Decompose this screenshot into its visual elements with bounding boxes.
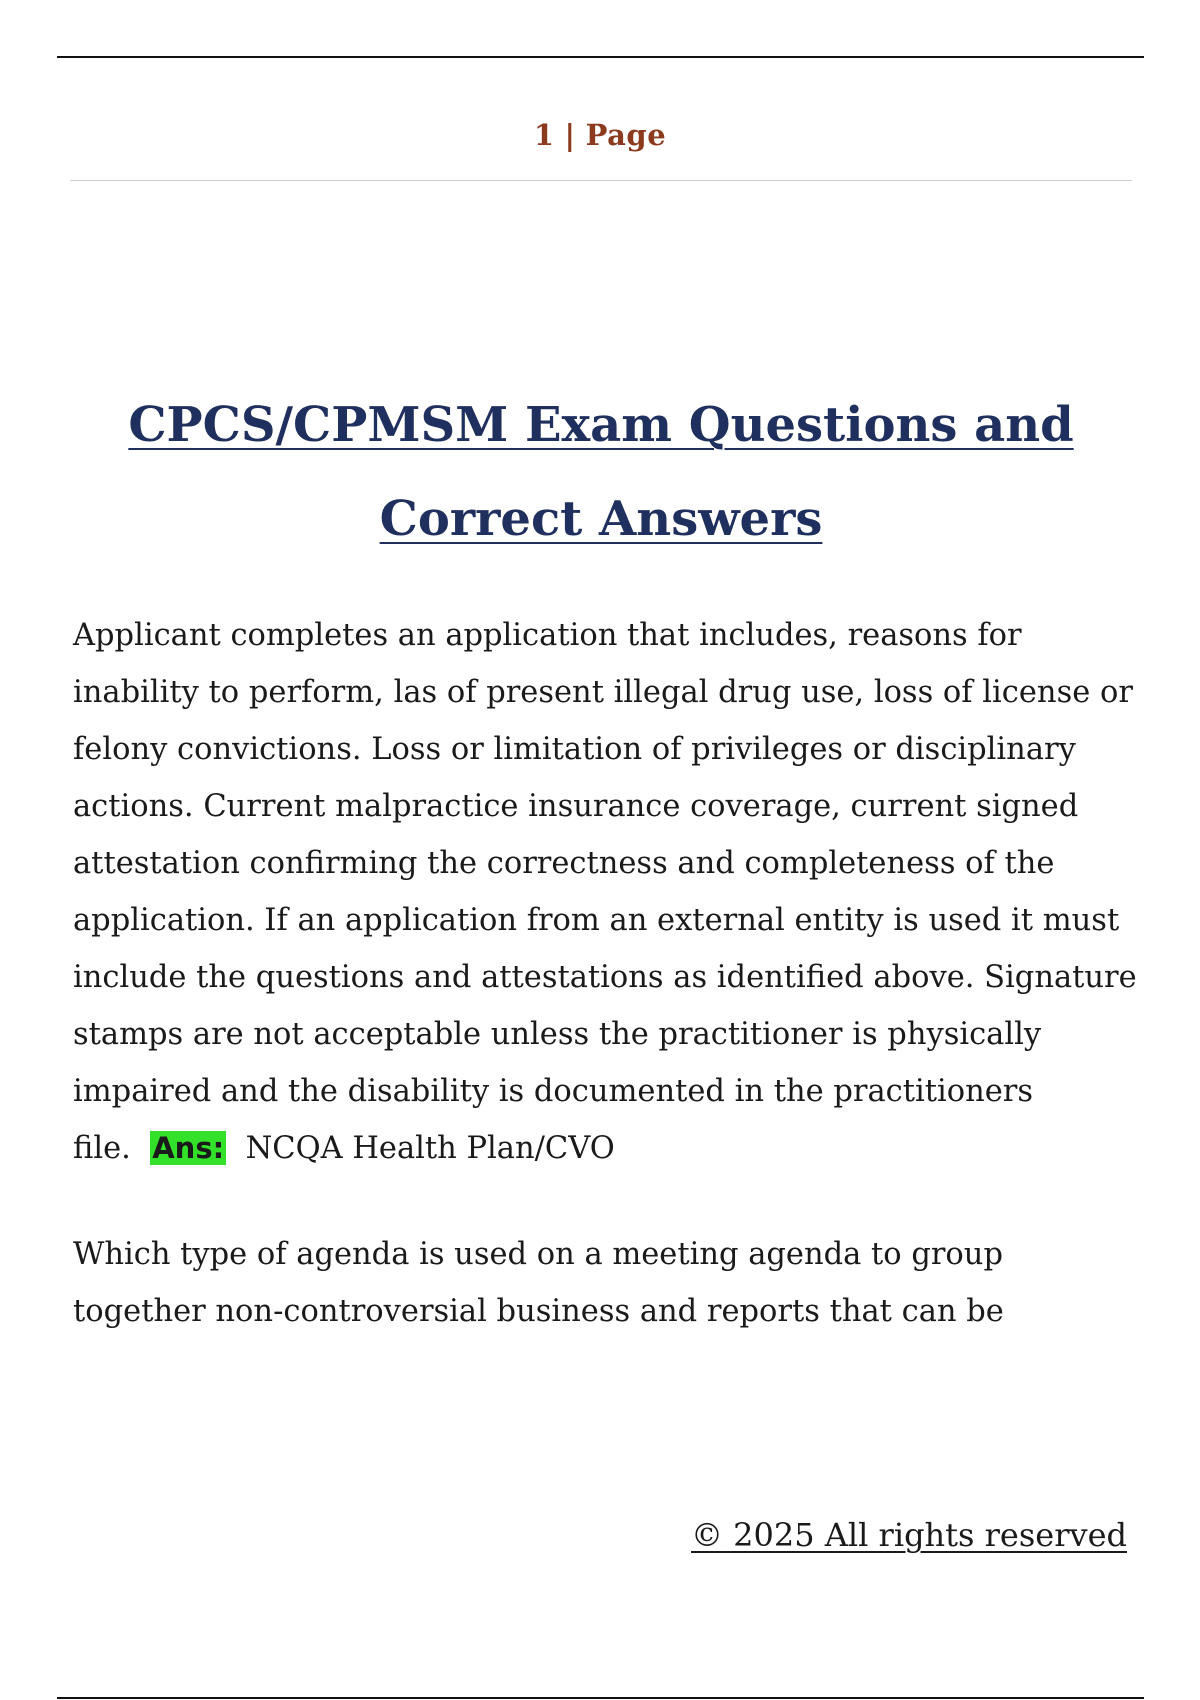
copyright-notice: © 2025 All rights reserved [691,1516,1127,1554]
document-body [73,607,1143,1340]
answer-label: Ans: [152,1131,225,1165]
question-text: Which type of agenda is used on a meeting agenda to group together non-controversial business and reports that can be [73,1237,1004,1329]
document-title: CPCS/CPMSM Exam Questions and Correct Answers [128,397,1074,547]
page-header [70,118,1130,152]
bottom-rule [57,1697,1144,1699]
page-number: 1 [533,118,555,152]
qa-item [73,607,1143,1177]
top-rule [57,56,1144,58]
page-label: Page [585,118,667,152]
qa-item [73,1226,1143,1340]
page-separator: | [564,118,576,152]
header-rule [70,180,1132,181]
question-text: Applicant completes an application that includes, reasons for inability to perform, las of present illegal drug use, loss of license or felony convictions. Loss or limitation of privileges or disciplinary actions. Current malpractice insurance coverage, current signed attestation confirming the correctness and completeness of the application. If an application from an external entity is used it must include the questions and attestations as identified above. Signature stamps are not acceptable unless the practitioner is physically impaired and the disability is documented in the practitioners file. [73,618,1137,1166]
answer-text: NCQA Health Plan/CVO [245,1131,615,1166]
